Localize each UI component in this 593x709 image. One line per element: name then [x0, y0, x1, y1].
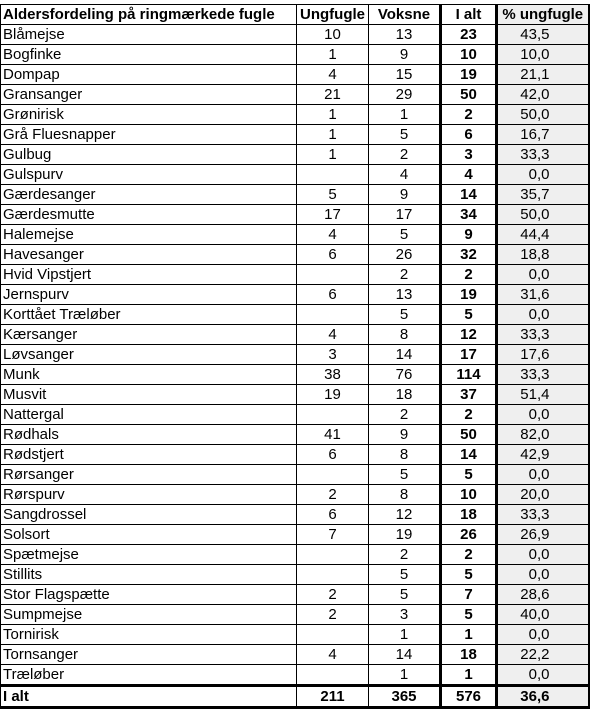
- total-row: [1, 686, 589, 708]
- adult-count-cell[interactable]: 5: [369, 305, 441, 325]
- header-young[interactable]: Ungfugle: [297, 5, 369, 25]
- total-count-cell[interactable]: 5: [441, 605, 497, 625]
- species-cell[interactable]: Bogfinke: [1, 45, 297, 65]
- pct-young-cell[interactable]: 51,4: [497, 385, 589, 405]
- total-count-cell[interactable]: 14: [441, 185, 497, 205]
- young-count-cell[interactable]: [297, 305, 369, 325]
- pct-young-cell[interactable]: 0,0: [497, 405, 589, 425]
- table-row: [1, 145, 589, 165]
- pct-young-cell[interactable]: 42,9: [497, 445, 589, 465]
- young-count-cell[interactable]: 2: [297, 485, 369, 505]
- adult-count-cell[interactable]: 15: [369, 65, 441, 85]
- table-row: [1, 665, 589, 686]
- adult-count-cell[interactable]: 9: [369, 425, 441, 445]
- table-row: [1, 565, 589, 585]
- total-count-cell[interactable]: 18: [441, 505, 497, 525]
- total-count-cell[interactable]: 23: [441, 25, 497, 45]
- young-count-cell[interactable]: 4: [297, 225, 369, 245]
- table-row: [1, 425, 589, 445]
- species-cell[interactable]: Grå Fluesnapper: [1, 125, 297, 145]
- adult-count-cell[interactable]: 14: [369, 645, 441, 665]
- species-cell[interactable]: Sumpmejse: [1, 605, 297, 625]
- pct-young-cell[interactable]: 16,7: [497, 125, 589, 145]
- species-cell[interactable]: Tornirisk: [1, 625, 297, 645]
- adult-count-cell[interactable]: 1: [369, 105, 441, 125]
- pct-young-cell[interactable]: 22,2: [497, 645, 589, 665]
- table-row: [1, 305, 589, 325]
- table-row: [1, 225, 589, 245]
- young-count-cell[interactable]: 4: [297, 65, 369, 85]
- adult-count-cell[interactable]: 17: [369, 205, 441, 225]
- header-adult[interactable]: Voksne: [369, 5, 441, 25]
- young-count-cell[interactable]: 211: [297, 686, 369, 708]
- table-row: [1, 45, 589, 65]
- species-cell[interactable]: Hvid Vipstjert: [1, 265, 297, 285]
- species-cell[interactable]: Gærdesmutte: [1, 205, 297, 225]
- adult-count-cell[interactable]: 365: [369, 686, 441, 708]
- pct-young-cell[interactable]: 40,0: [497, 605, 589, 625]
- young-count-cell[interactable]: 1: [297, 125, 369, 145]
- table-row: [1, 125, 589, 145]
- young-count-cell[interactable]: 17: [297, 205, 369, 225]
- total-count-cell[interactable]: 3: [441, 145, 497, 165]
- young-count-cell[interactable]: 10: [297, 25, 369, 45]
- total-count-cell[interactable]: 19: [441, 285, 497, 305]
- species-cell[interactable]: Gulspurv: [1, 165, 297, 185]
- young-count-cell[interactable]: 6: [297, 245, 369, 265]
- total-count-cell[interactable]: 576: [441, 686, 497, 708]
- pct-young-cell[interactable]: 0,0: [497, 265, 589, 285]
- table-row: [1, 85, 589, 105]
- species-cell[interactable]: Tornsanger: [1, 645, 297, 665]
- pct-young-cell[interactable]: 36,6: [497, 686, 589, 708]
- adult-count-cell[interactable]: 12: [369, 505, 441, 525]
- young-count-cell[interactable]: 4: [297, 325, 369, 345]
- total-count-cell[interactable]: 2: [441, 405, 497, 425]
- pct-young-cell[interactable]: 28,6: [497, 585, 589, 605]
- total-count-cell[interactable]: 19: [441, 65, 497, 85]
- total-count-cell[interactable]: 6: [441, 125, 497, 145]
- table-row: [1, 25, 589, 45]
- adult-count-cell[interactable]: 14: [369, 345, 441, 365]
- table-row: [1, 625, 589, 645]
- table-row: [1, 265, 589, 285]
- adult-count-cell[interactable]: 76: [369, 365, 441, 385]
- table-row: [1, 385, 589, 405]
- table-row: [1, 205, 589, 225]
- species-cell[interactable]: Træløber: [1, 665, 297, 686]
- species-cell[interactable]: Stor Flagspætte: [1, 585, 297, 605]
- pct-young-cell[interactable]: 50,0: [497, 105, 589, 125]
- total-count-cell[interactable]: 34: [441, 205, 497, 225]
- pct-young-cell[interactable]: 35,7: [497, 185, 589, 205]
- young-count-cell[interactable]: [297, 465, 369, 485]
- adult-count-cell[interactable]: 1: [369, 625, 441, 645]
- total-count-cell[interactable]: 5: [441, 565, 497, 585]
- table-row: [1, 65, 589, 85]
- species-cell[interactable]: Rødstjert: [1, 445, 297, 465]
- header-total[interactable]: I alt: [441, 5, 497, 25]
- table-row: [1, 525, 589, 545]
- pct-young-cell[interactable]: 0,0: [497, 545, 589, 565]
- total-count-cell[interactable]: 12: [441, 325, 497, 345]
- pct-young-cell[interactable]: 43,5: [497, 25, 589, 45]
- adult-count-cell[interactable]: 9: [369, 185, 441, 205]
- total-count-cell[interactable]: 2: [441, 545, 497, 565]
- young-count-cell[interactable]: 3: [297, 345, 369, 365]
- adult-count-cell[interactable]: 18: [369, 385, 441, 405]
- young-count-cell[interactable]: [297, 405, 369, 425]
- pct-young-cell[interactable]: 0,0: [497, 165, 589, 185]
- pct-young-cell[interactable]: 33,3: [497, 365, 589, 385]
- species-cell[interactable]: Sangdrossel: [1, 505, 297, 525]
- pct-young-cell[interactable]: 31,6: [497, 285, 589, 305]
- young-count-cell[interactable]: 7: [297, 525, 369, 545]
- total-count-cell[interactable]: 1: [441, 625, 497, 645]
- total-count-cell[interactable]: 17: [441, 345, 497, 365]
- species-cell[interactable]: Rødhals: [1, 425, 297, 445]
- table-row: [1, 325, 589, 345]
- species-cell[interactable]: Rørsanger: [1, 465, 297, 485]
- adult-count-cell[interactable]: 5: [369, 565, 441, 585]
- adult-count-cell[interactable]: 5: [369, 225, 441, 245]
- species-cell[interactable]: Spætmejse: [1, 545, 297, 565]
- adult-count-cell[interactable]: 8: [369, 445, 441, 465]
- young-count-cell[interactable]: 4: [297, 645, 369, 665]
- pct-young-cell[interactable]: 33,3: [497, 325, 589, 345]
- pct-young-cell[interactable]: 33,3: [497, 505, 589, 525]
- species-cell[interactable]: Gransanger: [1, 85, 297, 105]
- young-count-cell[interactable]: [297, 545, 369, 565]
- table-row: [1, 605, 589, 625]
- species-cell[interactable]: Korttået Træløber: [1, 305, 297, 325]
- pct-young-cell[interactable]: 50,0: [497, 205, 589, 225]
- young-count-cell[interactable]: 41: [297, 425, 369, 445]
- total-count-cell[interactable]: 1: [441, 665, 497, 686]
- young-count-cell[interactable]: [297, 165, 369, 185]
- pct-young-cell[interactable]: 0,0: [497, 625, 589, 645]
- table-row: [1, 465, 589, 485]
- table-row: [1, 405, 589, 425]
- table-row: [1, 365, 589, 385]
- species-cell[interactable]: Blåmejse: [1, 25, 297, 45]
- total-count-cell[interactable]: 4: [441, 165, 497, 185]
- adult-count-cell[interactable]: 2: [369, 145, 441, 165]
- pct-young-cell[interactable]: 18,8: [497, 245, 589, 265]
- header-pct-young[interactable]: % ungfugle: [497, 5, 589, 25]
- pct-young-cell[interactable]: 33,3: [497, 145, 589, 165]
- table-body: [1, 25, 589, 708]
- total-count-cell[interactable]: 26: [441, 525, 497, 545]
- table-row: [1, 245, 589, 265]
- total-count-cell[interactable]: 14: [441, 445, 497, 465]
- species-cell[interactable]: Jernspurv: [1, 285, 297, 305]
- total-count-cell[interactable]: 10: [441, 45, 497, 65]
- table-row: [1, 345, 589, 365]
- young-count-cell[interactable]: 38: [297, 365, 369, 385]
- species-cell[interactable]: Gærdesanger: [1, 185, 297, 205]
- table-row: [1, 645, 589, 665]
- pct-young-cell[interactable]: 21,1: [497, 65, 589, 85]
- table-row: [1, 445, 589, 465]
- total-count-cell[interactable]: 10: [441, 485, 497, 505]
- total-count-cell[interactable]: 2: [441, 105, 497, 125]
- total-count-cell[interactable]: 5: [441, 465, 497, 485]
- young-count-cell[interactable]: 19: [297, 385, 369, 405]
- total-count-cell[interactable]: 5: [441, 305, 497, 325]
- species-cell[interactable]: Munk: [1, 365, 297, 385]
- bird-age-table: [0, 4, 590, 709]
- pct-young-cell[interactable]: 20,0: [497, 485, 589, 505]
- adult-count-cell[interactable]: 1: [369, 665, 441, 686]
- species-cell[interactable]: Dompap: [1, 65, 297, 85]
- total-count-cell[interactable]: 50: [441, 425, 497, 445]
- table-row: [1, 185, 589, 205]
- total-count-cell[interactable]: 18: [441, 645, 497, 665]
- adult-count-cell[interactable]: 4: [369, 165, 441, 185]
- total-count-cell[interactable]: 114: [441, 365, 497, 385]
- adult-count-cell[interactable]: 5: [369, 125, 441, 145]
- table-row: [1, 285, 589, 305]
- young-count-cell[interactable]: [297, 665, 369, 686]
- adult-count-cell[interactable]: 5: [369, 585, 441, 605]
- young-count-cell[interactable]: [297, 625, 369, 645]
- pct-young-cell[interactable]: 26,9: [497, 525, 589, 545]
- pct-young-cell[interactable]: 0,0: [497, 565, 589, 585]
- table-row: [1, 105, 589, 125]
- adult-count-cell[interactable]: 2: [369, 405, 441, 425]
- species-cell[interactable]: Gulbug: [1, 145, 297, 165]
- adult-count-cell[interactable]: 8: [369, 325, 441, 345]
- header-row: [1, 5, 589, 25]
- young-count-cell[interactable]: [297, 265, 369, 285]
- pct-young-cell[interactable]: 0,0: [497, 465, 589, 485]
- young-count-cell[interactable]: 6: [297, 445, 369, 465]
- total-count-cell[interactable]: 2: [441, 265, 497, 285]
- adult-count-cell[interactable]: 2: [369, 265, 441, 285]
- species-cell[interactable]: Nattergal: [1, 405, 297, 425]
- table-row: [1, 545, 589, 565]
- total-count-cell[interactable]: 7: [441, 585, 497, 605]
- adult-count-cell[interactable]: 13: [369, 25, 441, 45]
- pct-young-cell[interactable]: 17,6: [497, 345, 589, 365]
- total-count-cell[interactable]: 9: [441, 225, 497, 245]
- species-cell[interactable]: Stillits: [1, 565, 297, 585]
- species-cell[interactable]: Halemejse: [1, 225, 297, 245]
- header-species[interactable]: Aldersfordeling på ringmærkede fugle: [1, 5, 297, 25]
- species-cell[interactable]: I alt: [1, 686, 297, 708]
- young-count-cell[interactable]: 2: [297, 585, 369, 605]
- species-cell[interactable]: Solsort: [1, 525, 297, 545]
- pct-young-cell[interactable]: 82,0: [497, 425, 589, 445]
- young-count-cell[interactable]: 1: [297, 105, 369, 125]
- species-cell[interactable]: Grønirisk: [1, 105, 297, 125]
- table-row: [1, 505, 589, 525]
- adult-count-cell[interactable]: 19: [369, 525, 441, 545]
- table-row: [1, 165, 589, 185]
- adult-count-cell[interactable]: 13: [369, 285, 441, 305]
- young-count-cell[interactable]: 6: [297, 505, 369, 525]
- pct-young-cell[interactable]: 42,0: [497, 85, 589, 105]
- pct-young-cell[interactable]: 0,0: [497, 305, 589, 325]
- pct-young-cell[interactable]: 0,0: [497, 665, 589, 686]
- total-count-cell[interactable]: 50: [441, 85, 497, 105]
- adult-count-cell[interactable]: 9: [369, 45, 441, 65]
- species-cell[interactable]: Kærsanger: [1, 325, 297, 345]
- adult-count-cell[interactable]: 5: [369, 465, 441, 485]
- adult-count-cell[interactable]: 2: [369, 545, 441, 565]
- table-row: [1, 585, 589, 605]
- young-count-cell[interactable]: 5: [297, 185, 369, 205]
- adult-count-cell[interactable]: 8: [369, 485, 441, 505]
- species-cell[interactable]: Rørspurv: [1, 485, 297, 505]
- table-row: [1, 485, 589, 505]
- species-cell[interactable]: Løvsanger: [1, 345, 297, 365]
- adult-count-cell[interactable]: 3: [369, 605, 441, 625]
- young-count-cell[interactable]: 6: [297, 285, 369, 305]
- young-count-cell[interactable]: 1: [297, 145, 369, 165]
- young-count-cell[interactable]: 21: [297, 85, 369, 105]
- young-count-cell[interactable]: 2: [297, 605, 369, 625]
- pct-young-cell[interactable]: 10,0: [497, 45, 589, 65]
- total-count-cell[interactable]: 37: [441, 385, 497, 405]
- species-cell[interactable]: Havesanger: [1, 245, 297, 265]
- species-cell[interactable]: Musvit: [1, 385, 297, 405]
- total-count-cell[interactable]: 32: [441, 245, 497, 265]
- pct-young-cell[interactable]: 44,4: [497, 225, 589, 245]
- young-count-cell[interactable]: [297, 565, 369, 585]
- young-count-cell[interactable]: 1: [297, 45, 369, 65]
- adult-count-cell[interactable]: 26: [369, 245, 441, 265]
- adult-count-cell[interactable]: 29: [369, 85, 441, 105]
